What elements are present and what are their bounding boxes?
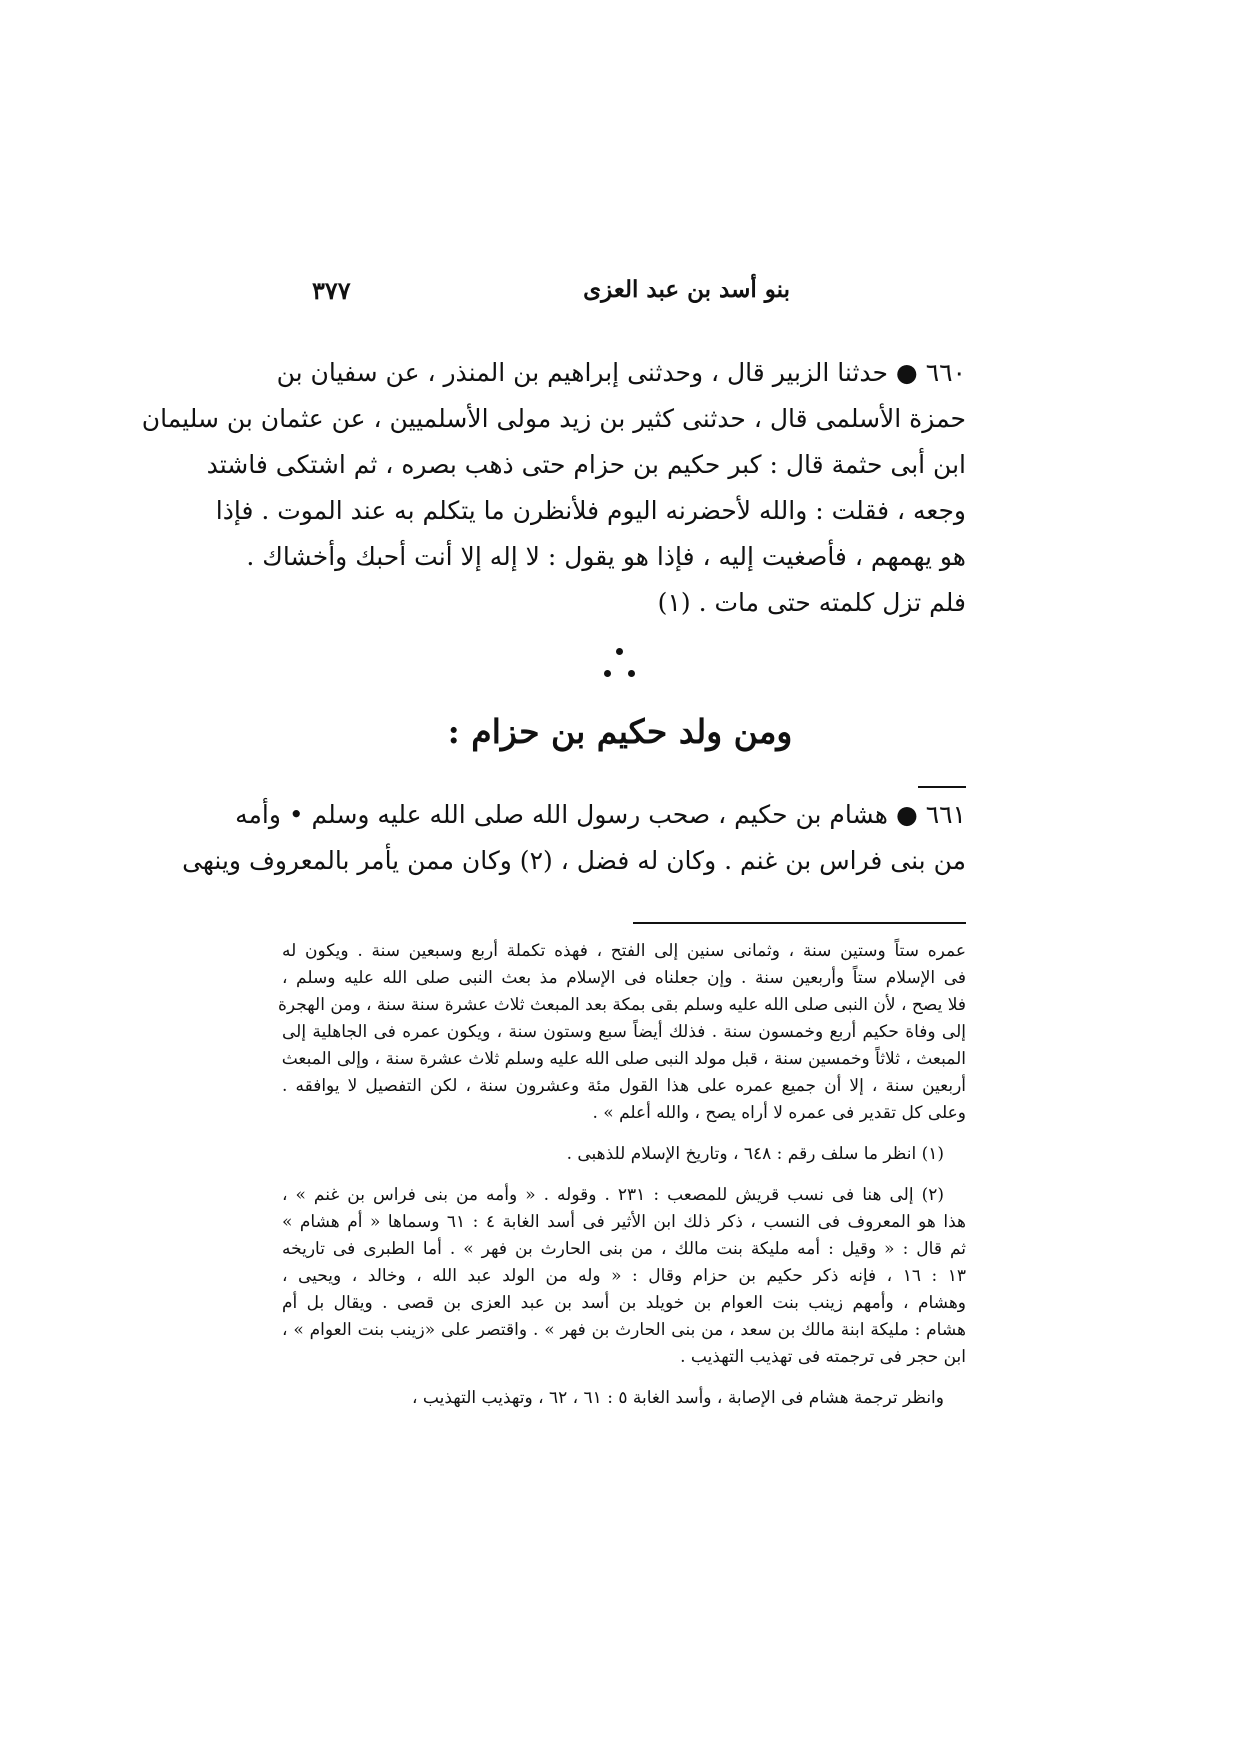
entry-660-line: هو يهمهم ، فأصغيت إليه ، فإذا هو يقول : لا إله إلا أنت أحبك وأخشاك . xyxy=(246,542,966,571)
entry-660-line: ابن أبى حثمة قال : كبر حكيم بن حزام حتى ذهب بصره ، ثم اشتكى فاشتد xyxy=(206,450,966,479)
footnote-1 xyxy=(282,1141,966,1168)
footnote-2 xyxy=(282,1182,966,1371)
footnote-line: أربعين سنة ، إلا أن جميع عمره على هذا القول مئة وعشرون سنة ، لكن التفصيل لا يوافقه . xyxy=(282,1076,966,1096)
footnote-see-also xyxy=(282,1385,966,1412)
footnote-line: وهشام ، وأمهم زينب بنت العوام بن خويلد بن أسد بن عبد العزى بن قصى . ويقال بل أم xyxy=(282,1293,966,1313)
ornament-dot xyxy=(628,670,635,677)
asterism-ornament xyxy=(595,636,645,686)
footnote-continuation xyxy=(277,938,966,1127)
footnote-line: (٢) إلى هنا فى نسب قريش للمصعب : ٢٣١ . وقوله . « وأمه من بنى فراس بن غنم » ، xyxy=(282,1185,944,1205)
entry-661-line: من بنى فراس بن غنم . وكان له فضل ، (٢) وكان ممن يأمر بالمعروف وينهى xyxy=(182,846,966,875)
footnote-line: وانظر ترجمة هشام فى الإصابة ، وأسد الغابة ٥ : ٦١ ، ٦٢ ، وتهذيب التهذيب ، xyxy=(412,1388,944,1408)
entry-661 xyxy=(182,792,966,884)
entry-660-line: ٦٦٠ ● حدثنا الزبير قال ، وحدثنى إبراهيم بن المنذر ، عن سفيان بن xyxy=(276,358,966,387)
section-heading: ومن ولد حكيم بن حزام : xyxy=(447,712,793,751)
ornament-dot xyxy=(604,670,611,677)
running-title: بنو أسد بن عبد العزى xyxy=(583,276,790,303)
footnote-line: عمره ستاً وستين سنة ، وثمانى سنين إلى الفتح ، فهذه تكملة أربع وسبعين سنة . ويكون له xyxy=(282,941,966,961)
footnote-line: وعلى كل تقدير فى عمره لا أراه يصح ، والله أعلم » . xyxy=(592,1103,966,1123)
ornament-dot xyxy=(616,648,623,655)
entry-660-line: حمزة الأسلمى قال ، حدثنى كثير بن زيد مولى الأسلميين ، عن عثمان بن سليمان xyxy=(141,404,966,433)
footnote-line: ابن حجر فى ترجمته فى تهذيب التهذيب . xyxy=(680,1347,966,1367)
running-header xyxy=(290,276,960,316)
footnote-line: ثم قال : « وقيل : أمه مليكة بنت مالك ، من بنى الحارث بن فهر » . أما الطبرى فى تاريخه xyxy=(282,1239,966,1259)
footnotes xyxy=(277,938,966,1412)
overline-mark xyxy=(918,786,966,788)
footnote-line: هذا هو المعروف فى النسب ، ذكر ذلك ابن الأثير فى أسد الغابة ٤ : ٦١ وسماها « أم هشام » xyxy=(282,1212,966,1232)
entry-660 xyxy=(141,350,966,626)
entry-660-line: وجعه ، فقلت : والله لأحضرنه اليوم فلأنظرن ما يتكلم به عند الموت . فإذا xyxy=(215,496,966,525)
footnote-line: ١٣ : ١٦ ، فإنه ذكر حكيم بن حزام وقال : « وله من الولد عبد الله ، وخالد ، ويحيى ، xyxy=(282,1266,966,1286)
entry-661-line: ٦٦١ ● هشام بن حكيم ، صحب رسول الله صلى الله عليه وسلم • وأمه xyxy=(235,800,966,829)
page-number: ٣٧٧ xyxy=(312,276,351,305)
footnote-line: هشام : مليكة ابنة مالك بن سعد ، من بنى الحارث بن فهر » . واقتصر على «زينب بنت العوام » ، xyxy=(282,1320,966,1340)
footnote-separator xyxy=(633,922,966,924)
footnote-line: فى الإسلام ستاً وأربعين سنة . وإن جعلناه فى الإسلام مذ بعث النبى صلى الله عليه وسلم ، xyxy=(282,968,966,988)
footnote-line: المبعث ، ثلاثاً وخمسين سنة ، قبل مولد النبى صلى الله عليه وسلم ثلاث عشرة سنة ، وإلى المبعث xyxy=(281,1049,966,1069)
footnote-line: إلى وفاة حكيم أربع وخمسون سنة . فذلك أيضاً سبع وستون سنة ، ويكون عمره فى الجاهلية إلى xyxy=(282,1022,966,1042)
footnote-line: فلا يصح ، لأن النبى صلى الله عليه وسلم بقى بمكة بعد المبعث ثلاث عشرة سنة سنة ، ومن الهجرة xyxy=(277,995,966,1015)
entry-660-line: فلم تزل كلمته حتى مات . (١) xyxy=(657,588,966,617)
footnote-line: (١) انظر ما سلف رقم : ٦٤٨ ، وتاريخ الإسلام للذهبى . xyxy=(566,1144,944,1164)
